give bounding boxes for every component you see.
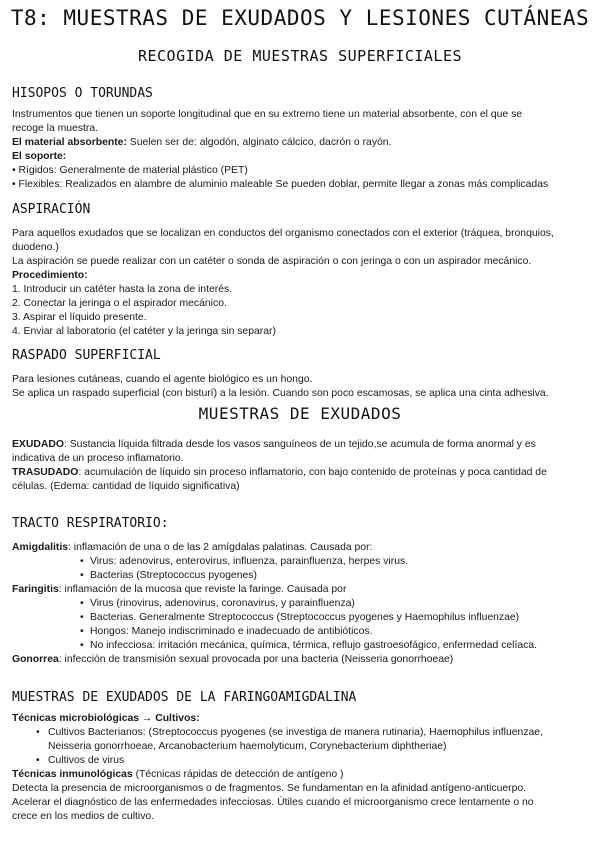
heading-faringoamigdalina: MUESTRAS DE EXUDADOS DE LA FARINGOAMIGDALINA — [12, 690, 357, 705]
text-line — [12, 136, 592, 150]
aspiracion-block — [12, 227, 592, 339]
heading-hisopos: HISOPOS O TORUNDAS — [12, 86, 153, 101]
list-item: • Bacterias. Generalmente Streptococcus (Streptococcus pyogenes y Haemophilus influenzae) — [12, 611, 592, 625]
text-trasudado: : acumulación de líquido sin proceso inflamatorio, con bajo contenido de proteínas y poca cantidad de — [78, 467, 547, 478]
step-item: 1. Introducir un catéter hasta la zona de interés. — [12, 284, 233, 295]
label-procedimiento-text: Procedimiento: — [12, 270, 88, 281]
heading-aspiracion: ASPIRACIÓN — [12, 202, 91, 217]
text-line: crece en los medios de cultivo. — [12, 811, 155, 822]
label-exudado: EXUDADO — [12, 439, 64, 450]
text-gonorrea: : infección de transmisión sexual provocada por una bacteria (Neisseria gonorrhoeae) — [58, 654, 454, 665]
heading-raspado: RASPADO SUPERFICIAL — [12, 348, 161, 363]
list-item: • Hongos: Manejo indiscriminado e inadecuado de antibióticos. — [12, 625, 592, 639]
section-title-recogida: RECOGIDA DE MUESTRAS SUPERFICIALES — [137, 47, 463, 65]
label-amigdalitis: Amigdalitis — [12, 542, 69, 553]
text-line: Acelerar el diagnóstico de las enfermedades infecciosas. Útiles cuando el microorganismo crece lentamente o no — [12, 797, 534, 808]
label-tecnicas-micro-text: Técnicas microbiológicas → Cultivos: — [12, 713, 200, 724]
label-tecnicas-micro — [12, 712, 592, 726]
page-title: T8: MUESTRAS DE EXUDADOS Y LESIONES CUTÁNEAS — [10, 6, 590, 30]
label-trasudado: TRASUDADO — [12, 467, 79, 478]
heading-tracto: TRACTO RESPIRATORIO: — [12, 516, 169, 531]
text-amigdalitis: : inflamación de una o de las 2 amígdalas palatinas. Causada por: — [68, 542, 373, 553]
list-item: • Virus: adenovirus, enterovirus, influenza, parainfluenza, herpes virus. — [12, 555, 592, 569]
text-exudado: : Sustancia líquida filtrada desde los vasos sanguíneos de un tejido,se acumula de forma anormal y es — [63, 439, 536, 450]
step-item: 4. Enviar al laboratorio (el catéter y la jeringa sin separar) — [12, 326, 276, 337]
label-gonorrea: Gonorrea — [12, 654, 59, 665]
text-line — [12, 653, 592, 667]
list-item: • Cultivos Bacterianos: (Streptococcus pyogenes (se investiga de manera rutinaria), Haemophilus influenzae, — [12, 726, 592, 740]
text-line: Detecta la presencia de microorganismos o de fragmentos. Se fundamentan en la afinidad antígeno-anticuerpo. — [12, 783, 527, 794]
text-line: recoge la muestra. — [12, 123, 99, 134]
text-faringitis: : inflamación de la mucosa que reviste la faringe. Causada por — [58, 584, 347, 595]
text-line — [12, 438, 592, 452]
exudados-block — [12, 438, 592, 494]
label-material: El material absorbente: — [12, 137, 127, 148]
text-line: Instrumentos que tienen un soporte longitudinal que en su extremo tiene un material absorbente, con el que se — [12, 109, 523, 120]
text-material: Suelen ser de: algodón, alginato cálcico, dacrón o rayón. — [126, 137, 392, 148]
text-line — [12, 541, 592, 555]
label-soporte — [12, 150, 592, 164]
section-title-exudados: MUESTRAS DE EXUDADOS — [198, 404, 402, 423]
list-item: • Virus (rinovirus, adenovirus, coronavirus, y parainfluenza) — [12, 597, 592, 611]
step-item: 2. Conectar la jeringa o el aspirador mecánico. — [12, 298, 227, 309]
text-line: duodeno.) — [12, 242, 59, 253]
label-procedimiento — [12, 269, 592, 283]
text-line: La aspiración se puede realizar con un catéter o sonda de aspiración o con jeringa o con un aspirador mecánico. — [12, 256, 532, 267]
raspado-block — [12, 373, 592, 401]
list-item: • Bacterias (Streptococcus pyogenes) — [12, 569, 592, 583]
list-item: • Cultivos de virus — [12, 754, 592, 768]
text-line: células. (Edema: cantidad de líquido significativa) — [12, 481, 240, 492]
hisopos-block — [12, 108, 592, 192]
text-line — [12, 768, 592, 782]
list-item: • No infecciosa: irritación mecánica, química, térmica, reflujo gastroesofágico, enfermedad celíaca. — [12, 639, 592, 653]
step-item: 3. Aspirar el líquido presente. — [12, 312, 147, 323]
text-line: • Flexibles: Realizados en alambre de aluminio maleable Se pueden doblar, permite llegar a zonas más complicadas — [12, 179, 549, 190]
text-line: Se aplica un raspado superficial (con bisturí) a la lesión. Cuando son poco escamosas, se aplica una cinta adhesiva. — [12, 388, 549, 399]
text-line — [12, 466, 592, 480]
label-tecnicas-inmuno: Técnicas inmunológicas — [12, 769, 133, 780]
text-line — [12, 583, 592, 597]
text-line: Para lesiones cutáneas, cuando el agente biológico es un hongo. — [12, 374, 313, 385]
text-tecnicas-inmuno: (Técnicas rápidas de detección de antígeno ) — [132, 769, 344, 780]
text-line: indicativa de un proceso inflamatorio. — [12, 453, 184, 464]
tracto-block — [12, 541, 592, 667]
text-line: Para aquellos exudados que se localizan en conductos del organismo conectados con el exterior (tráquea, bronquios, — [12, 228, 554, 239]
text-line: • Rígidos: Generalmente de material plástico (PET) — [12, 165, 248, 176]
label-soporte-text: El soporte: — [12, 151, 67, 162]
text-line: Neisseria gonorrhoeae, Arcanobacterium haemolyticum, Corynebacterium diphtheriae) — [48, 741, 447, 752]
label-faringitis: Faringitis — [12, 584, 59, 595]
faringo-block — [12, 712, 592, 824]
